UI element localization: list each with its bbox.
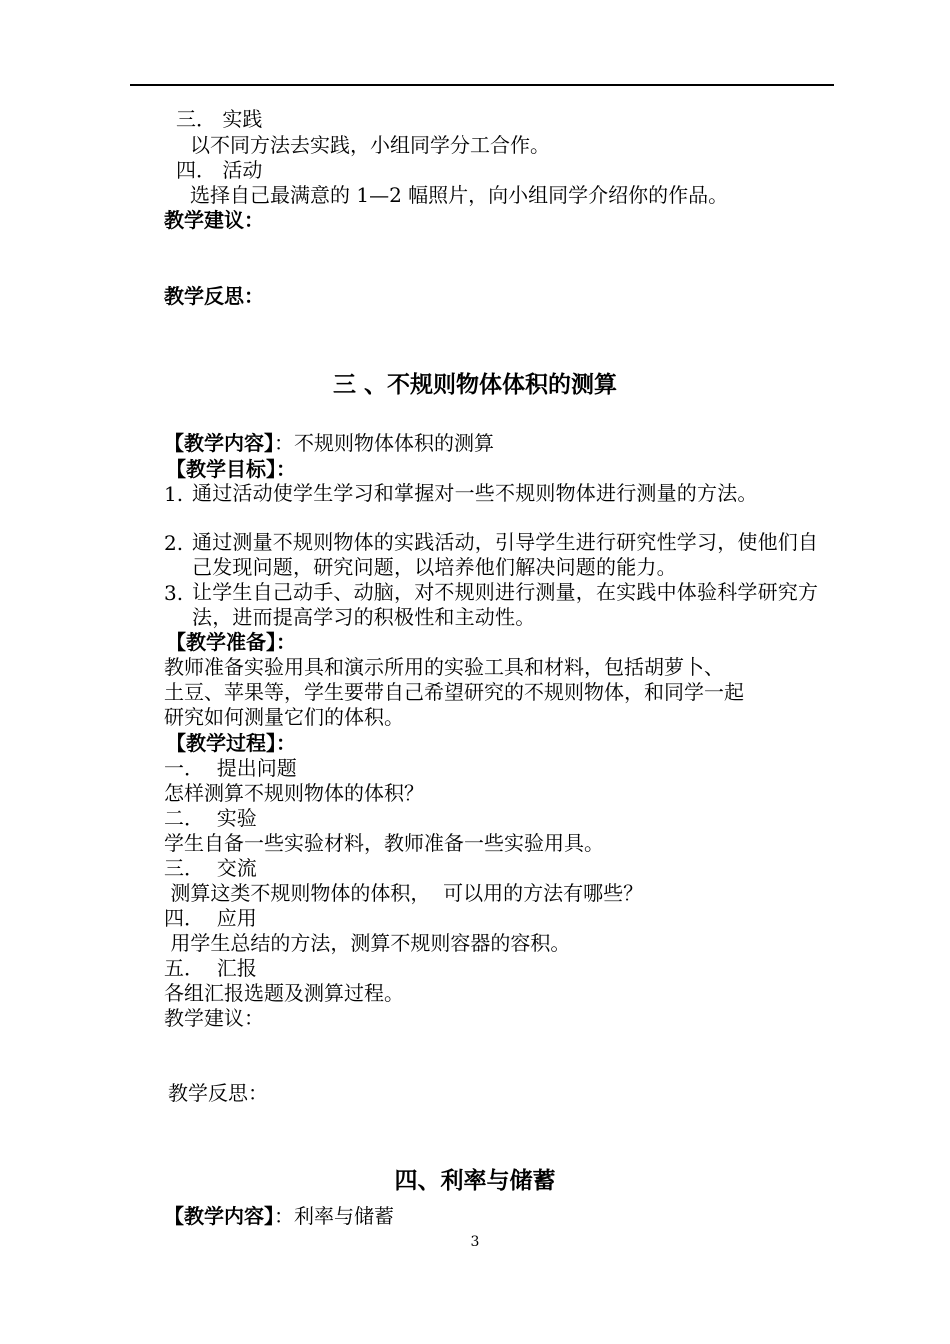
advice-label: 教学建议： bbox=[164, 208, 264, 232]
step-text: 各组汇报选题及测算过程。 bbox=[164, 981, 404, 1005]
goal-text: 让学生自己动手、动脑，对不规则进行测量，在实践中体验科学研究方法，进而提高学习的积极性和主动性。 bbox=[192, 580, 819, 629]
lesson3-content-line bbox=[164, 430, 494, 456]
prep-line: 土豆、苹果等，学生要带自己希望研究的不规则物体，和同学一起 bbox=[164, 680, 744, 704]
step-title: 二． 实验 bbox=[164, 806, 257, 830]
content-text: ：利率与储蓄 bbox=[274, 1204, 394, 1228]
lesson3-reflection-label: 教学反思： bbox=[168, 1081, 268, 1105]
step-title: 一． 提出问题 bbox=[164, 756, 297, 780]
step-title: 三． 交流 bbox=[164, 856, 257, 880]
goals-label: 【教学目标】： bbox=[166, 457, 296, 481]
content-label: 【教学内容】 bbox=[164, 1204, 274, 1228]
process-label: 【教学过程】： bbox=[166, 731, 296, 755]
header-rule bbox=[130, 84, 834, 86]
step-3-title: 三． 实践 bbox=[176, 107, 263, 131]
step-text: 怎样测算不规则物体的体积？ bbox=[164, 781, 424, 805]
step-4-title: 四． 活动 bbox=[176, 158, 263, 182]
goal-text: 通过活动使学生学习和掌握对一些不规则物体进行测量的方法。 bbox=[192, 481, 758, 505]
step-title: 四． 应用 bbox=[164, 906, 257, 930]
step-title: 五． 汇报 bbox=[164, 956, 257, 980]
lesson4-content-line bbox=[164, 1203, 394, 1229]
reflection-label: 教学反思： bbox=[164, 284, 264, 308]
prep-label: 【教学准备】： bbox=[166, 630, 296, 654]
prep-line: 研究如何测量它们的体积。 bbox=[164, 705, 404, 729]
goal-number: 3. bbox=[164, 581, 184, 605]
step-text: 用学生总结的方法，测算不规则容器的容积。 bbox=[164, 931, 571, 955]
step-3-text: 以不同方法去实践，小组同学分工合作。 bbox=[190, 133, 550, 157]
step-4-text: 选择自己最满意的 1—2 幅照片，向小组同学介绍你的作品。 bbox=[190, 183, 729, 207]
lesson3-title: 三 、不规则物体体积的测算 bbox=[332, 371, 617, 398]
step-text: 学生自备一些实验材料，教师准备一些实验用具。 bbox=[164, 831, 604, 855]
goal-number: 1. bbox=[164, 482, 184, 506]
goal-number: 2. bbox=[164, 531, 184, 555]
lesson4-title: 四、利率与储蓄 bbox=[394, 1167, 556, 1194]
content-text: ：不规则物体体积的测算 bbox=[274, 431, 494, 455]
step-text: 测算这类不规则物体的体积， 可以用的方法有哪些？ bbox=[164, 881, 644, 905]
lesson3-advice-label: 教学建议： bbox=[164, 1006, 264, 1030]
page-number: 3 bbox=[470, 1234, 480, 1250]
goal-text: 通过测量不规则物体的实践活动，引导学生进行研究性学习，使他们自己发现问题，研究问题，以培养他们解决问题的能力。 bbox=[192, 530, 819, 579]
content-label: 【教学内容】 bbox=[164, 431, 274, 455]
prep-line: 教师准备实验用具和演示所用的实验工具和材料，包括胡萝卜、 bbox=[164, 655, 724, 679]
